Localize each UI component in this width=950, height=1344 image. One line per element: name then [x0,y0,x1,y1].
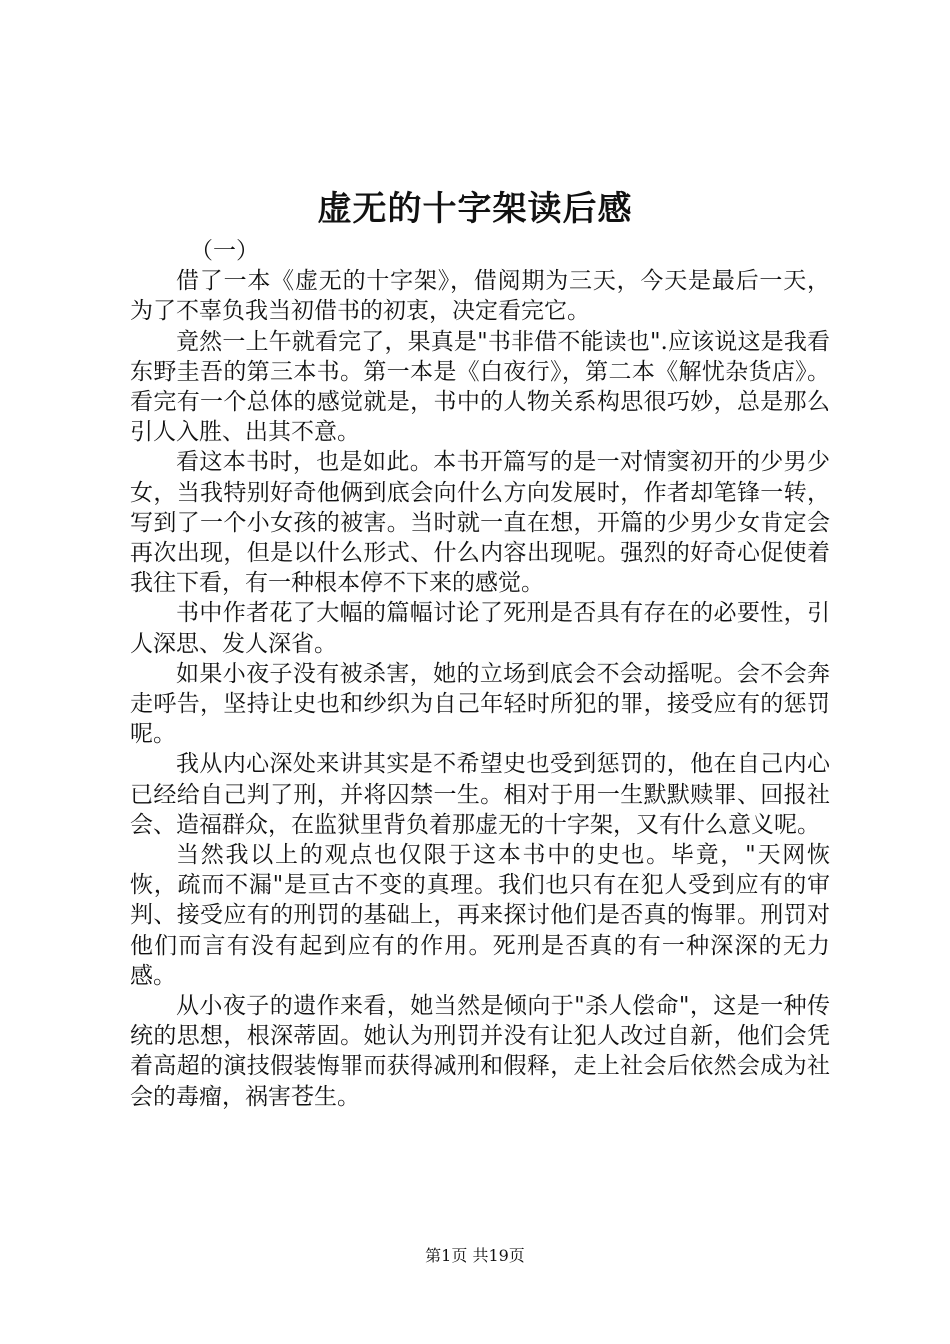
page-footer: 第1页 共19页 [425,1246,525,1265]
paragraph: 竟然一上午就看完了，果真是"书非借不能读也".应该说这是我看东野圭吾的第三本书。第一本是《白夜行》，第二本《解忧杂货店》。看完有一个总体的感觉就是，书中的人物关系构思很巧妙，总是那么引人入胜、出其不意。 [130,328,830,446]
paragraph: 如果小夜子没有被杀害，她的立场到底会不会动摇呢。会不会奔走呼告，坚持让史也和纱织为自己年轻时所犯的罪，接受应有的惩罚呢。 [130,660,830,748]
article-body [130,236,830,1112]
paragraph: 当然我以上的观点也仅限于这本书中的史也。毕竟，"天网恢恢，疏而不漏"是亘古不变的真理。我们也只有在犯人受到应有的审判、接受应有的刑罚的基础上，再来探讨他们是否真的悔罪。刑罚对他们而言有没有起到应有的作用。死刑是否真的有一种深深的无力感。 [130,842,830,989]
page-title: 虚无的十字架读后感 [317,189,633,229]
paragraph: 借了一本《虚无的十字架》，借阅期为三天，今天是最后一天，为了不辜负我当初借书的初衷，决定看完它。 [130,268,830,325]
paragraph: 看这本书时，也是如此。本书开篇写的是一对情窦初开的少男少女，当我特别好奇他俩到底会向什么方向发展时，作者却笔锋一转，写到了一个小女孩的被害。当时就一直在想，开篇的少男少女肯定会再次出现，但是以什么形式、什么内容出现呢。强烈的好奇心促使着我往下看，有一种根本停不下来的感觉。 [130,449,830,597]
section-mark: （一） [190,238,259,264]
paragraph: 我从内心深处来讲其实是不希望史也受到惩罚的，他在自己内心已经给自己判了刑，并将囚禁一生。相对于用一生默默赎罪、回报社会、造福群众，在监狱里背负着那虚无的十字架，又有什么意义呢。 [130,751,830,838]
paragraph: 从小夜子的遗作来看，她当然是倾向于"杀人偿命"，这是一种传统的思想，根深蒂固。她认为刑罚并没有让犯人改过自新，他们会凭着高超的演技假装悔罪而获得减刑和假释，走上社会后依然会成为社会的毒瘤，祸害苍生。 [130,993,830,1110]
paragraph: 书中作者花了大幅的篇幅讨论了死刑是否具有存在的必要性，引人深思、发人深省。 [130,600,830,657]
